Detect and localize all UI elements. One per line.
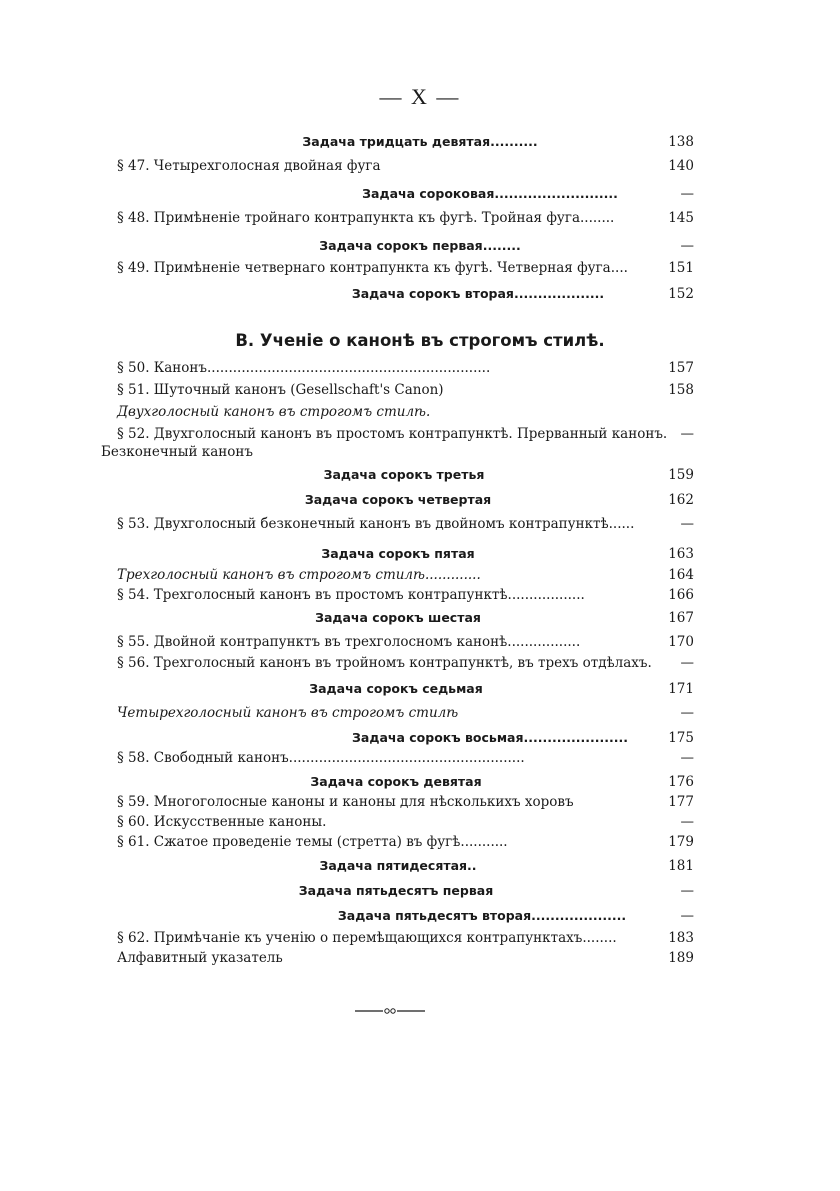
toc-entry-title: В. Ученіе о канонѣ въ строгомъ стилѣ. [235,331,605,350]
toc-task-row [0,855,840,877]
toc-task-row [0,678,840,700]
toc-task-row [0,235,840,257]
toc-entry-row [0,513,840,535]
toc-page-number: 183 [668,930,694,946]
toc-entry-title: § 51. Шуточный канонъ (Gesellschaft's Canon) [117,382,444,398]
toc-entry-row [0,631,840,653]
toc-entry-row [0,357,840,379]
toc-page-number: — [680,655,694,671]
toc-entry-title: § 60. Искусственные каноны. [117,814,327,830]
toc-entry-row [0,702,840,724]
toc-task-row [0,905,840,927]
toc-entry-title: Задача сорокъ девятая [310,774,482,789]
toc-page-number: — [680,908,694,924]
toc-entry-title: § 49. Примѣненіе четвернаго контрапункта къ фугѣ. Четверная фуга.... [117,260,628,276]
toc-page-number: — [680,750,694,766]
toc-page-number: 171 [668,681,694,697]
toc-entry-row [0,379,840,401]
toc-entry-row [0,652,840,674]
toc-entry-row [0,401,840,423]
toc-page-number: 152 [668,286,694,302]
toc-page-number: — [680,426,694,442]
toc-entry-row [0,831,840,853]
toc-entry-row [0,747,840,769]
toc-page-number: 151 [668,260,694,276]
toc-page-number: 177 [668,794,694,810]
toc-entry-row [0,155,840,177]
toc-entry-title: Задача пятидесятая.. [319,858,477,873]
section-heading [0,326,840,356]
toc-entry-title: § 53. Двухголосный безконечный канонъ въ двойномъ контрапунктѣ...... [117,516,635,532]
toc-page-number: — [680,238,694,254]
toc-entry-title: Задача сорокъ седьмая [309,681,483,696]
toc-entry-title: Задача тридцать девятая.......... [302,134,538,149]
ornament-rule-icon [355,1006,425,1016]
toc-entry-title: Алфавитный указатель [117,950,283,966]
toc-entry-title: § 48. Примѣненіе тройнаго контрапункта къ фугѣ. Тройная фуга........ [117,210,615,226]
toc-entry-title: Задача сорокъ восьмая...................... [352,730,628,745]
toc-page-number: 138 [668,134,694,150]
toc-entry-title: § 62. Примѣчаніе къ ученію о перемѣщающихся контрапунктахъ........ [117,930,617,946]
toc-entry-title: Задача пятьдесятъ первая [298,883,494,898]
toc-task-row [0,283,840,305]
toc-page-number: 162 [668,492,694,508]
toc-task-row [0,464,840,486]
toc-entry-row [0,791,840,813]
toc-entry-title: § 56. Трехголосный канонъ въ тройномъ контрапунктѣ, въ трехъ отдѣлахъ. [117,655,652,671]
toc-entry-title: Задача сорокъ четвертая [304,492,492,507]
toc-task-row [0,880,840,902]
toc-entry-title: Задача сорокъ вторая................... [351,286,605,301]
toc-page-number: 175 [668,730,694,746]
toc-entry-title: § 54. Трехголосный канонъ въ простомъ контрапунктѣ.................. [117,587,585,603]
toc-entry-title: § 59. Многоголосные каноны и каноны для нѣсколькихъ хоровъ [117,794,574,810]
toc-entry-title: Задача сорокъ пятая [321,546,475,561]
toc-page-number: 179 [668,834,694,850]
toc-entry-title: § 50. Канонъ.................................................................. [117,360,491,376]
toc-entry-row [0,947,840,969]
toc-entry-title: Задача сорокъ первая........ [319,238,521,253]
toc-page-number: — [680,883,694,899]
toc-entry-row [0,811,840,833]
toc-task-row [0,727,840,749]
toc-entry-title: § 47. Четырехголосная двойная фуга [117,158,381,174]
toc-page-number: 164 [668,567,694,583]
toc-entry-title: Задача пятьдесятъ вторая.................... [337,908,627,923]
toc-entry-row [0,441,840,463]
toc-entry-row [0,927,840,949]
toc-entry-row [0,584,840,606]
toc-page-number: 167 [668,610,694,626]
toc-entry-title: § 55. Двойной контрапунктъ въ трехголосномъ канонѣ................. [117,634,581,650]
toc-entry-title: Задача сороковая.......................... [362,186,618,201]
toc-entry-title: Четырехголосный канонъ въ строгомъ стилѣ [117,705,459,721]
toc-entry-title: § 61. Сжатое проведеніе темы (стретта) въ фугѣ........... [117,834,508,850]
toc-entry-row [0,207,840,229]
toc-page-number: 170 [668,634,694,650]
toc-page-number: 145 [668,210,694,226]
toc-entry-title: Трехголосный канонъ въ строгомъ стилѣ............. [117,567,481,583]
toc-entry-title: Задача сорокъ шестая [315,610,481,625]
toc-page-number: 166 [668,587,694,603]
toc-page-number: — [680,516,694,532]
toc-page-number: — [680,814,694,830]
toc-entry-row [0,564,840,586]
toc-task-row [0,607,840,629]
toc-entry-title: § 58. Свободный канонъ....................................................... [117,750,525,766]
toc-page-number: 159 [668,467,694,483]
toc-page-number: 158 [668,382,694,398]
toc-entry-title: Безконечный канонъ [101,444,253,460]
toc-page-number: 163 [668,546,694,562]
toc-entry-title: Задача сорокъ третья [323,467,485,482]
toc-page-number: 189 [668,950,694,966]
toc-page-number: 176 [668,774,694,790]
toc-page-number: — [680,705,694,721]
toc-entry-title: § 52. Двухголосный канонъ въ простомъ контрапунктѣ. Прерванный канонъ. [117,426,668,442]
toc-page-number: 181 [668,858,694,874]
page-folio: — X — [379,84,461,109]
toc-page-number: — [680,186,694,202]
toc-entry-row [0,257,840,279]
toc-task-row [0,183,840,205]
toc-task-row [0,771,840,793]
toc-task-row [0,489,840,511]
toc-entry-title: Двухголосный канонъ въ строгомъ стилѣ. [117,404,431,420]
toc-task-row [0,543,840,565]
toc-page-number: 157 [668,360,694,376]
toc-task-row [0,131,840,153]
toc-page-number: 140 [668,158,694,174]
